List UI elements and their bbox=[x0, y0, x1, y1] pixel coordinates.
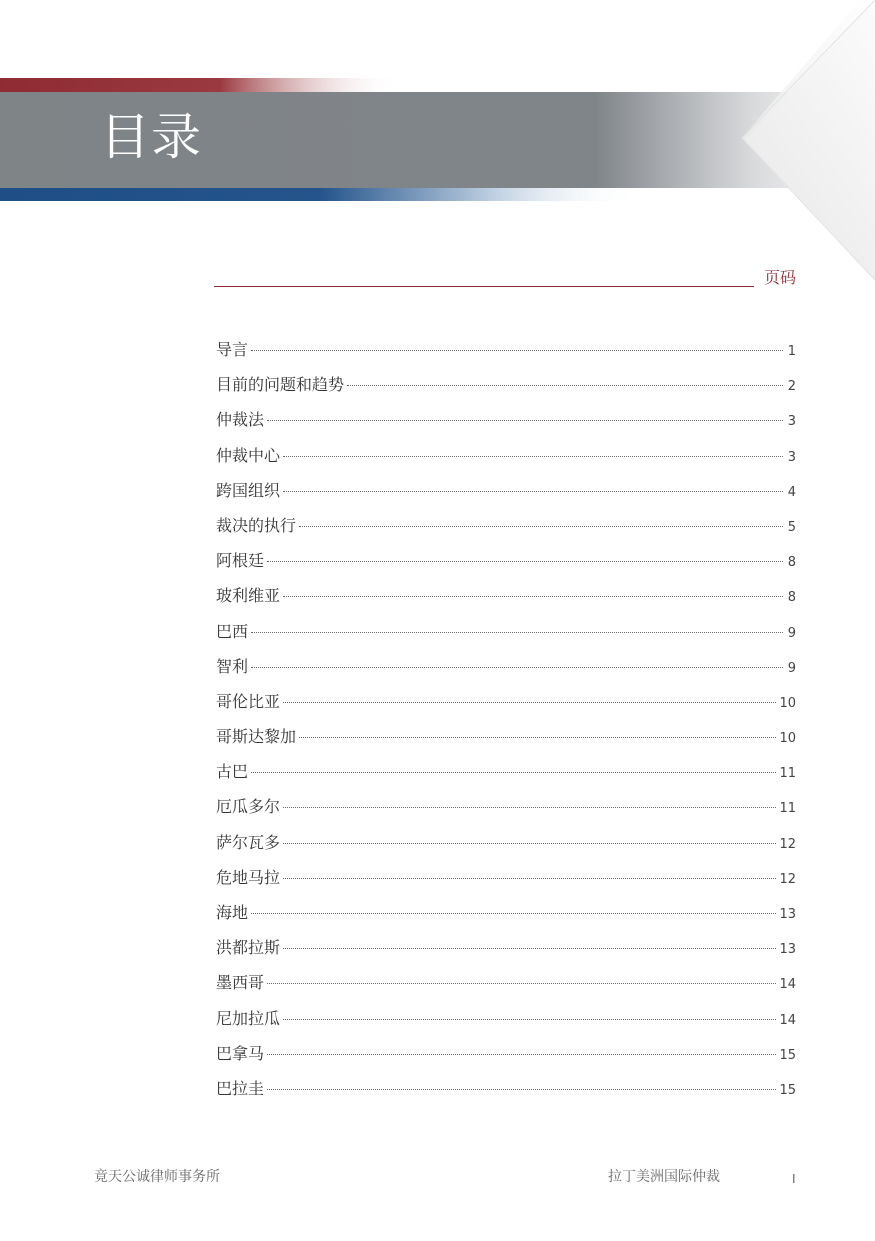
toc-entry[interactable] bbox=[216, 759, 796, 794]
toc-entry-page: 15 bbox=[779, 1047, 796, 1063]
toc-entry-page: 9 bbox=[787, 660, 796, 676]
dot-leader bbox=[299, 526, 783, 527]
page-column-label: 页码 bbox=[763, 268, 796, 287]
toc-entry-page: 13 bbox=[779, 942, 796, 958]
toc-entry-page: 13 bbox=[779, 907, 796, 922]
toc-entry-title: 哥斯达黎加 bbox=[216, 727, 297, 747]
dot-leader bbox=[267, 983, 776, 984]
toc-entry-title: 仲裁法 bbox=[216, 410, 265, 430]
toc-entry-title: 巴西 bbox=[216, 621, 249, 641]
toc-entry-page: 4 bbox=[787, 484, 796, 500]
toc-entry[interactable] bbox=[216, 443, 796, 478]
toc-entry[interactable] bbox=[216, 513, 796, 548]
toc-entry-page: 12 bbox=[779, 836, 796, 852]
toc-entry[interactable] bbox=[216, 407, 796, 442]
toc-entry-title: 洪都拉斯 bbox=[216, 938, 281, 958]
dot-leader bbox=[251, 913, 776, 914]
toc-entry-title: 尼加拉瓜 bbox=[216, 1008, 281, 1028]
toc-entry-title: 巴拉圭 bbox=[216, 1078, 265, 1098]
dot-leader bbox=[283, 491, 783, 492]
toc-entry[interactable] bbox=[216, 935, 796, 970]
toc-entry-page: 3 bbox=[787, 414, 796, 430]
header-banner bbox=[0, 0, 875, 290]
page-number: I bbox=[792, 1172, 796, 1186]
footer-publication-title: 拉丁美洲国际仲裁 bbox=[608, 1169, 720, 1185]
dot-leader bbox=[283, 702, 776, 703]
page-title: 目录 bbox=[100, 108, 202, 166]
dot-leader bbox=[299, 737, 776, 738]
dot-leader bbox=[283, 807, 776, 808]
page-column-header bbox=[214, 266, 796, 290]
toc-entry-page: 15 bbox=[779, 1082, 796, 1098]
table-of-contents bbox=[216, 337, 796, 1111]
toc-entry-title: 海地 bbox=[216, 903, 249, 922]
toc-entry-title: 危地马拉 bbox=[216, 867, 281, 887]
toc-entry[interactable] bbox=[216, 1006, 796, 1041]
dot-leader bbox=[347, 385, 783, 386]
toc-entry-title: 裁决的执行 bbox=[216, 515, 297, 535]
toc-entry-title: 厄瓜多尔 bbox=[216, 797, 281, 817]
toc-entry[interactable] bbox=[216, 865, 796, 900]
dot-leader bbox=[251, 350, 783, 351]
toc-entry-title: 墨西哥 bbox=[216, 973, 265, 993]
toc-entry-title: 智利 bbox=[216, 656, 249, 676]
toc-entry-page: 11 bbox=[779, 801, 796, 817]
toc-entry[interactable] bbox=[216, 337, 796, 372]
toc-entry[interactable] bbox=[216, 1041, 796, 1076]
dot-leader bbox=[283, 456, 783, 457]
toc-entry[interactable] bbox=[216, 583, 796, 618]
dot-leader bbox=[283, 843, 776, 844]
toc-entry-page: 3 bbox=[787, 449, 796, 465]
toc-entry[interactable] bbox=[216, 1076, 796, 1111]
dot-leader bbox=[283, 596, 783, 597]
header-rule bbox=[214, 286, 754, 287]
toc-entry-title: 导言 bbox=[216, 340, 249, 359]
toc-entry-title: 巴拿马 bbox=[216, 1043, 265, 1063]
toc-entry-title: 古巴 bbox=[216, 762, 249, 782]
toc-entry[interactable] bbox=[216, 970, 796, 1005]
toc-entry-page: 14 bbox=[779, 977, 796, 993]
dot-leader bbox=[283, 1019, 776, 1020]
toc-entry[interactable] bbox=[216, 830, 796, 865]
toc-entry-page: 9 bbox=[787, 625, 796, 641]
toc-entry[interactable] bbox=[216, 689, 796, 724]
toc-entry[interactable] bbox=[216, 794, 796, 829]
toc-entry-page: 10 bbox=[779, 731, 796, 747]
dot-leader bbox=[283, 948, 776, 949]
toc-entry-title: 仲裁中心 bbox=[216, 445, 281, 465]
toc-entry-page: 14 bbox=[779, 1012, 796, 1028]
toc-entry-title: 玻利维亚 bbox=[216, 586, 281, 606]
toc-entry-title: 阿根廷 bbox=[216, 551, 265, 571]
toc-entry-page: 12 bbox=[779, 871, 796, 887]
dot-leader bbox=[267, 561, 783, 562]
toc-entry[interactable] bbox=[216, 654, 796, 689]
toc-entry-title: 跨国组织 bbox=[216, 480, 281, 500]
toc-entry[interactable] bbox=[216, 478, 796, 513]
dot-leader bbox=[267, 1089, 776, 1090]
dot-leader bbox=[267, 420, 783, 421]
toc-entry-page: 8 bbox=[787, 555, 796, 571]
toc-entry-page: 11 bbox=[779, 766, 796, 782]
dot-leader bbox=[283, 878, 776, 879]
toc-entry-page: 10 bbox=[779, 695, 796, 711]
dot-leader bbox=[251, 632, 783, 633]
footer-firm-name: 竟天公诚律师事务所 bbox=[94, 1169, 220, 1185]
toc-entry[interactable] bbox=[216, 548, 796, 583]
dot-leader bbox=[251, 667, 783, 668]
toc-entry-page: 1 bbox=[787, 344, 796, 359]
toc-entry[interactable] bbox=[216, 724, 796, 759]
toc-entry[interactable] bbox=[216, 372, 796, 407]
dot-leader bbox=[267, 1054, 776, 1055]
toc-entry[interactable] bbox=[216, 900, 796, 935]
toc-entry-page: 5 bbox=[787, 519, 796, 535]
toc-entry[interactable] bbox=[216, 619, 796, 654]
toc-entry-title: 萨尔瓦多 bbox=[216, 832, 281, 852]
dot-leader bbox=[251, 772, 776, 773]
toc-entry-title: 哥伦比亚 bbox=[216, 691, 281, 711]
toc-entry-page: 2 bbox=[787, 379, 796, 395]
toc-entry-page: 8 bbox=[787, 590, 796, 606]
toc-entry-title: 目前的问题和趋势 bbox=[216, 375, 345, 395]
